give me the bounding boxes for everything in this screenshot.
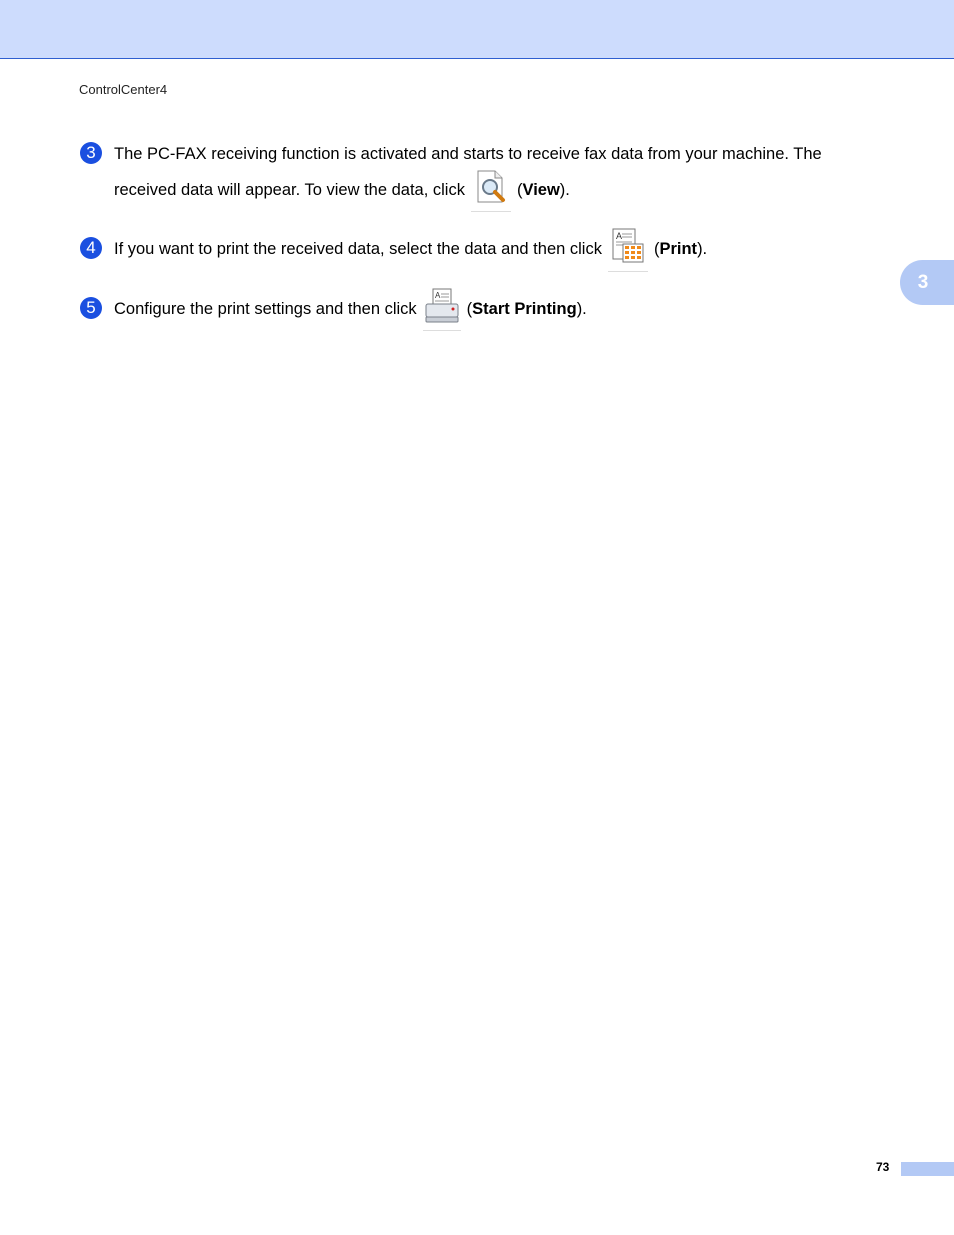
step-text: Configure the print settings and then click [114,299,417,318]
footer-bar [901,1162,954,1176]
step-text: received data will appear. To view the data, click [114,180,465,199]
svg-text:A: A [434,291,441,300]
step-3-line-2: received data will appear. To view the data, click ( View ). [114,170,570,210]
header-band [0,0,954,59]
view-magnifier-icon[interactable] [471,168,511,212]
step-3-line-1 [114,143,822,165]
view-label: View [522,180,560,199]
svg-text:A: A [615,231,622,241]
step-text: If you want to print the received data, select the data and then click [114,239,602,258]
print-layout-icon[interactable] [608,226,648,272]
printer-icon[interactable] [423,287,461,331]
step-number-badge: 4 [80,237,102,259]
step-5-line: Configure the print settings and then click A ( Start Printing ). [114,289,587,329]
step-number-badge: 5 [80,297,102,319]
step-4-line: If you want to print the received data, select the data and then click A ( Print ). [114,229,707,269]
step-number-badge: 3 [80,142,102,164]
chapter-tab: 3 [900,260,954,305]
step-text: The PC-FAX receiving function is activated and starts to receive fax data from your machine. The [114,144,822,163]
start-printing-label: Start Printing [472,299,577,318]
page-number: 73 [876,1160,890,1174]
print-label: Print [659,239,698,258]
running-header: ControlCenter4 [79,82,168,97]
